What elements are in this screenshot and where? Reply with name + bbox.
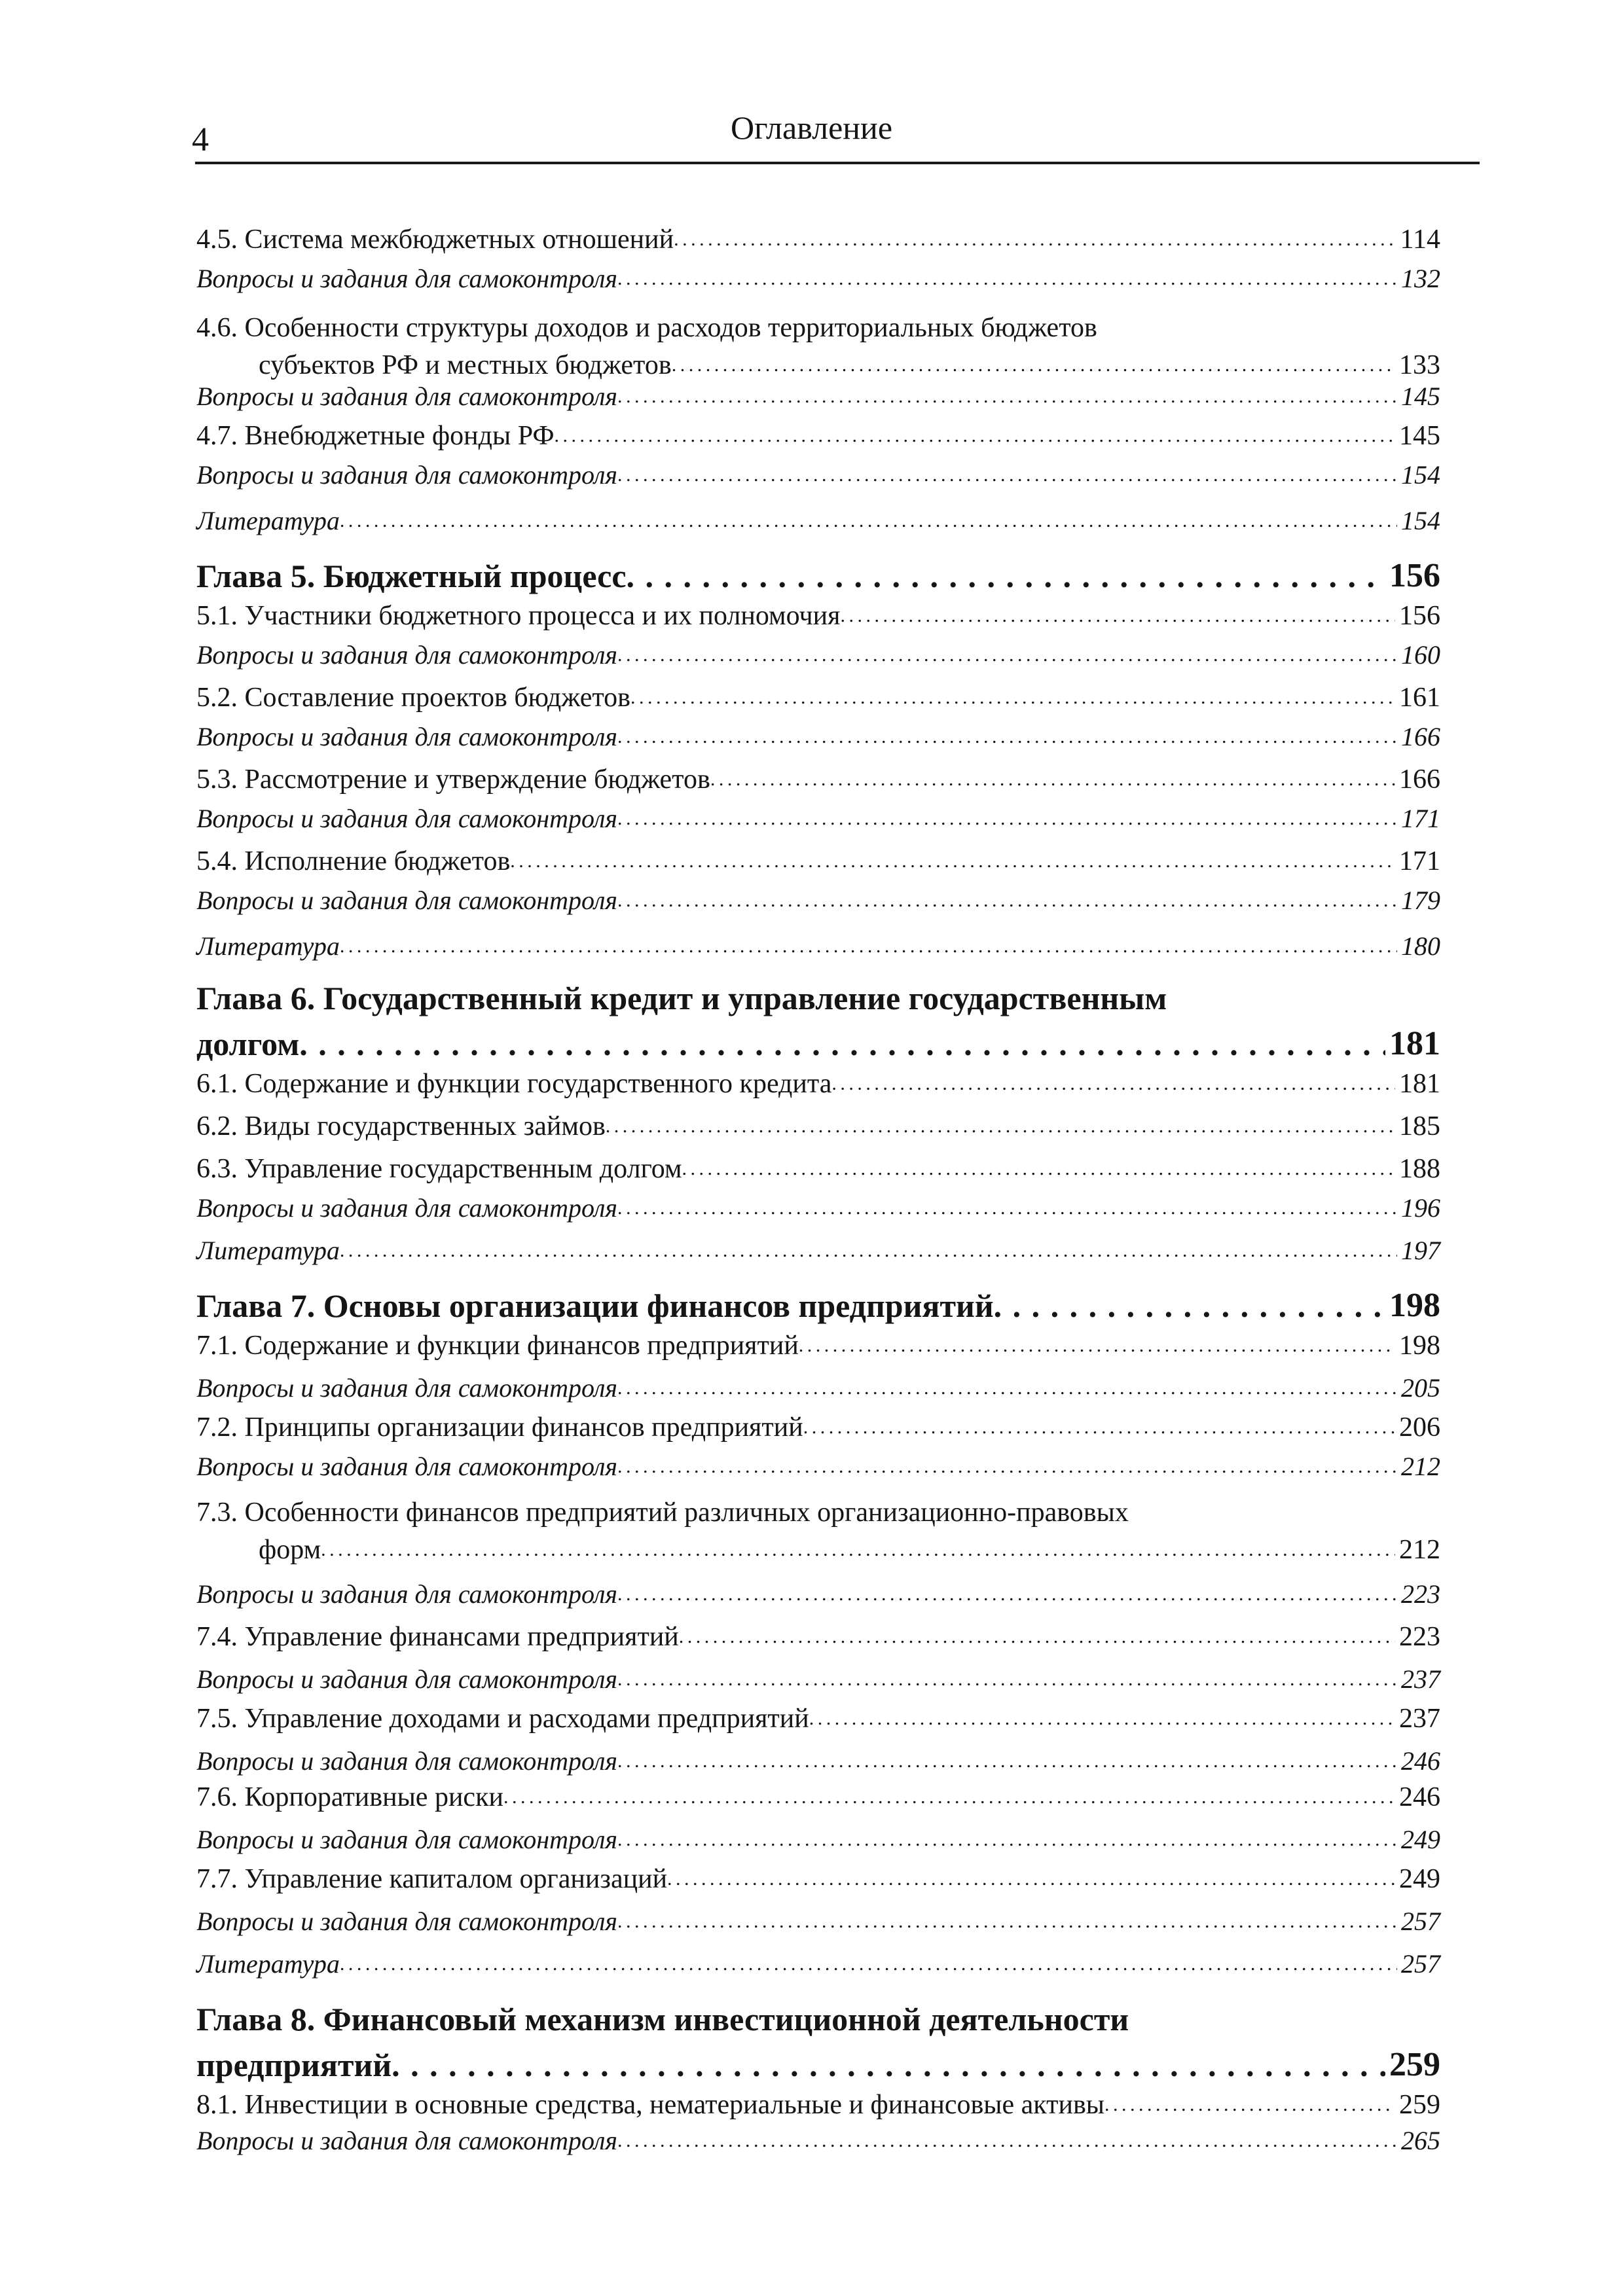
entry-page-number: 132 — [1401, 264, 1440, 293]
entry-title: 6.2. Виды государственных займов — [196, 1111, 606, 1141]
toc-section-entry[interactable] — [196, 1620, 1440, 1654]
entry-page-number: 156 — [1389, 557, 1440, 594]
entry-page-number: 259 — [1389, 2046, 1440, 2083]
entry-title: 7.7. Управление капиталом организаций — [196, 1864, 668, 1894]
section-title-line: 7.3. Особенности финансов предприятий различных организационно-правовых — [196, 1498, 1129, 1528]
toc-review-entry[interactable] — [196, 1191, 1440, 1225]
toc-review-entry[interactable] — [196, 458, 1440, 492]
dot-leader — [803, 1408, 1395, 1444]
entry-title: 4.5. Система межбюджетных отношений — [196, 224, 674, 255]
dot-leader — [840, 596, 1395, 633]
dot-leader — [340, 927, 1397, 963]
chapter-title-line: Глава 8. Финансовый механизм инвестиционной деятельности — [196, 2001, 1129, 2037]
dot-leader — [617, 881, 1397, 918]
dot-leader — [606, 1107, 1395, 1143]
toc-chapter-entry[interactable] — [196, 2045, 1440, 2085]
entry-title: Глава 5. Бюджетный процесс — [196, 558, 627, 594]
section-title-line: 4.6. Особенности структуры доходов и расходов территориальных бюджетов — [196, 313, 1097, 343]
toc-section-entry[interactable] — [196, 1152, 1440, 1186]
entry-page-number: 198 — [1399, 1331, 1440, 1361]
entry-title: Вопросы и задания для самоконтроля — [196, 886, 618, 915]
entry-page-number: 237 — [1401, 1664, 1440, 1694]
dot-leader — [1104, 2085, 1395, 2122]
toc-review-entry[interactable] — [196, 1744, 1440, 1778]
entry-page-number: 160 — [1401, 640, 1440, 670]
dot-leader — [831, 1064, 1395, 1101]
entry-title-continued: долгом — [196, 1026, 300, 1062]
dot-leader — [682, 1149, 1395, 1186]
toc-section-entry[interactable] — [196, 1780, 1440, 1814]
dot-leader — [617, 377, 1397, 414]
entry-title: Вопросы и задания для самоконтроля — [196, 1579, 618, 1609]
running-head-title: Оглавление — [730, 109, 893, 146]
toc-review-entry[interactable] — [196, 1450, 1440, 1484]
entry-title: Вопросы и задания для самоконтроля — [196, 1193, 618, 1223]
dot-leader — [617, 717, 1397, 754]
entry-page-number: 181 — [1399, 1069, 1440, 1099]
dot-leader — [617, 259, 1397, 296]
entry-title: Глава 7. Основы организации финансов предприятий — [196, 1287, 994, 1324]
entry-title: Вопросы и задания для самоконтроля — [196, 1452, 618, 1481]
entry-title: 6.1. Содержание и функции государственного кредита — [196, 1069, 832, 1099]
entry-title: Вопросы и задания для самоконтроля — [196, 460, 618, 490]
entry-title: 5.1. Участники бюджетного процесса и их полномочия — [196, 601, 841, 631]
toc-review-entry[interactable] — [196, 380, 1440, 414]
running-head — [0, 0, 1623, 170]
entry-title: Вопросы и задания для самоконтроля — [196, 1825, 618, 1854]
entry-title: Литература — [196, 506, 340, 535]
toc-section-entry[interactable] — [196, 1329, 1440, 1363]
dot-leader — [617, 1902, 1397, 1939]
header-rule — [195, 162, 1480, 164]
entry-page-number: 198 — [1389, 1287, 1440, 1324]
toc-section-entry[interactable] — [196, 2088, 1440, 2122]
entry-title: Вопросы и задания для самоконтроля — [196, 804, 618, 833]
toc-review-entry[interactable] — [196, 638, 1440, 672]
entry-page-number: 249 — [1399, 1864, 1440, 1894]
toc-section-entry[interactable] — [196, 1410, 1440, 1444]
toc-section-entry[interactable] — [196, 1067, 1440, 1101]
toc-review-entry[interactable] — [196, 262, 1440, 296]
entry-title: Литература — [196, 1949, 340, 1979]
toc-section-entry[interactable] — [196, 1702, 1440, 1736]
toc-review-entry[interactable] — [196, 1947, 1440, 1981]
dot-leader — [674, 220, 1396, 257]
entry-page-number: 206 — [1399, 1412, 1440, 1443]
entry-page-number: 166 — [1399, 764, 1440, 795]
dot-leader — [392, 2045, 1385, 2085]
toc-section-entry[interactable] — [196, 1109, 1440, 1143]
entry-title: 8.1. Инвестиции в основные средства, нематериальные и финансовые активы — [196, 2090, 1105, 2120]
entry-page-number: 257 — [1401, 1949, 1440, 1979]
entry-title: 7.2. Принципы организации финансов предприятий — [196, 1412, 803, 1443]
dot-leader — [503, 1778, 1395, 1814]
entry-page-number: 246 — [1399, 1782, 1440, 1812]
entry-title: Вопросы и задания для самоконтроля — [196, 1746, 618, 1776]
entry-title: Вопросы и задания для самоконтроля — [196, 382, 618, 411]
dot-leader — [617, 1742, 1397, 1778]
toc-review-entry[interactable] — [196, 1662, 1440, 1696]
entry-page-number: 156 — [1399, 601, 1440, 631]
dot-leader — [710, 760, 1395, 797]
entry-title: Вопросы и задания для самоконтроля — [196, 722, 618, 751]
entry-title: Вопросы и задания для самоконтроля — [196, 1373, 618, 1403]
entry-title: Литература — [196, 1236, 340, 1265]
chapter-title-line: Глава 6. Государственный кредит и управление государственным — [196, 980, 1167, 1016]
dot-leader — [617, 1575, 1397, 1611]
dot-leader — [617, 1189, 1397, 1225]
toc-chapter-entry[interactable] — [196, 556, 1440, 596]
toc-review-entry[interactable] — [196, 720, 1440, 754]
entry-page-number: 181 — [1389, 1025, 1440, 1062]
entry-page-number: 257 — [1401, 1907, 1440, 1936]
entry-page-number: 223 — [1401, 1579, 1440, 1609]
toc-review-entry[interactable] — [196, 2124, 1440, 2158]
dot-leader — [299, 1024, 1385, 1064]
entry-title: Вопросы и задания для самоконтроля — [196, 2126, 618, 2155]
dot-leader — [617, 1369, 1397, 1405]
entry-page-number: 188 — [1399, 1154, 1440, 1184]
dot-leader — [994, 1286, 1385, 1325]
toc-review-entry[interactable] — [196, 884, 1440, 918]
entry-page-number: 145 — [1399, 421, 1440, 451]
dot-leader — [510, 842, 1395, 878]
dot-leader — [667, 1859, 1395, 1896]
dot-leader — [321, 1530, 1395, 1567]
toc-review-entry[interactable] — [196, 504, 1440, 538]
dot-leader — [630, 678, 1395, 715]
toc-review-entry[interactable] — [196, 802, 1440, 836]
entry-page-number: 249 — [1401, 1825, 1440, 1854]
dot-leader — [617, 1820, 1397, 1857]
entry-page-number: 171 — [1399, 846, 1440, 876]
entry-page-number: 154 — [1401, 460, 1440, 490]
entry-title: 7.6. Корпоративные риски — [196, 1782, 503, 1812]
toc-section-entry[interactable] — [196, 223, 1440, 257]
toc-review-entry[interactable] — [196, 1905, 1440, 1939]
entry-title: 5.4. Исполнение бюджетов — [196, 846, 511, 876]
entry-title: 5.3. Рассмотрение и утверждение бюджетов — [196, 764, 710, 795]
entry-title: Вопросы и задания для самоконтроля — [196, 264, 618, 293]
entry-page-number: 196 — [1401, 1193, 1440, 1223]
dot-leader — [340, 1231, 1397, 1268]
entry-title: 7.1. Содержание и функции финансов предприятий — [196, 1331, 799, 1361]
dot-leader — [340, 501, 1397, 538]
toc-chapter-entry[interactable] — [196, 1286, 1440, 1325]
dot-leader — [617, 1447, 1397, 1484]
entry-page-number: 259 — [1399, 2090, 1440, 2120]
toc-review-entry[interactable] — [196, 1371, 1440, 1405]
entry-page-number: 185 — [1399, 1111, 1440, 1141]
entry-page-number: 223 — [1399, 1622, 1440, 1652]
toc-chapter-entry[interactable] — [196, 1024, 1440, 1064]
entry-page-number: 179 — [1401, 886, 1440, 915]
entry-page-number: 166 — [1401, 722, 1440, 751]
entry-title: 6.3. Управление государственным долгом — [196, 1154, 682, 1184]
dot-leader — [617, 636, 1397, 672]
entry-title: Вопросы и задания для самоконтроля — [196, 1907, 618, 1936]
entry-page-number: 197 — [1401, 1236, 1440, 1265]
entry-title-continued: субъектов РФ и местных бюджетов — [259, 350, 672, 380]
entry-title: 5.2. Составление проектов бюджетов — [196, 683, 631, 713]
toc-section-entry[interactable] — [196, 681, 1440, 715]
dot-leader — [679, 1617, 1395, 1654]
toc-section-entry[interactable] — [196, 1533, 1440, 1567]
toc-section-entry[interactable] — [196, 844, 1440, 878]
entry-page-number: 212 — [1399, 1535, 1440, 1565]
entry-page-number: 180 — [1401, 931, 1440, 961]
entry-page-number: 237 — [1399, 1704, 1440, 1734]
toc-section-entry[interactable] — [196, 419, 1440, 453]
dot-leader — [799, 1326, 1395, 1363]
entry-page-number: 265 — [1401, 2126, 1440, 2155]
entry-page-number: 161 — [1399, 683, 1440, 713]
entry-page-number: 154 — [1401, 506, 1440, 535]
entry-page-number: 205 — [1401, 1373, 1440, 1403]
toc-section-entry[interactable] — [196, 599, 1440, 633]
toc-section-entry[interactable] — [196, 1862, 1440, 1896]
entry-title: Вопросы и задания для самоконтроля — [196, 640, 618, 670]
entry-title: 7.4. Управление финансами предприятий — [196, 1622, 679, 1652]
toc-review-entry[interactable] — [196, 1234, 1440, 1268]
dot-leader — [627, 556, 1385, 596]
dot-leader — [617, 2121, 1397, 2158]
entry-page-number: 171 — [1401, 804, 1440, 833]
dot-leader — [809, 1699, 1395, 1736]
entry-page-number: 246 — [1401, 1746, 1440, 1776]
entry-title: 4.7. Внебюджетные фонды РФ — [196, 421, 555, 451]
entry-page-number: 145 — [1401, 382, 1440, 411]
entry-page-number: 114 — [1400, 224, 1440, 255]
dot-leader — [617, 456, 1397, 492]
toc-review-entry[interactable] — [196, 1577, 1440, 1611]
entry-page-number: 212 — [1401, 1452, 1440, 1481]
dot-leader — [555, 416, 1395, 453]
entry-title: 7.5. Управление доходами и расходами предприятий — [196, 1704, 809, 1734]
dot-leader — [340, 1945, 1397, 1981]
page-number: 4 — [192, 121, 209, 158]
entry-page-number: 133 — [1399, 350, 1440, 380]
toc-review-entry[interactable] — [196, 929, 1440, 963]
entry-title-continued: форм — [259, 1535, 321, 1565]
entry-title: Вопросы и задания для самоконтроля — [196, 1664, 618, 1694]
dot-leader — [617, 1660, 1397, 1696]
dot-leader — [617, 799, 1397, 836]
toc-section-entry[interactable] — [196, 762, 1440, 797]
entry-title: Литература — [196, 931, 340, 961]
toc-review-entry[interactable] — [196, 1823, 1440, 1857]
entry-title-continued: предприятий — [196, 2047, 392, 2083]
